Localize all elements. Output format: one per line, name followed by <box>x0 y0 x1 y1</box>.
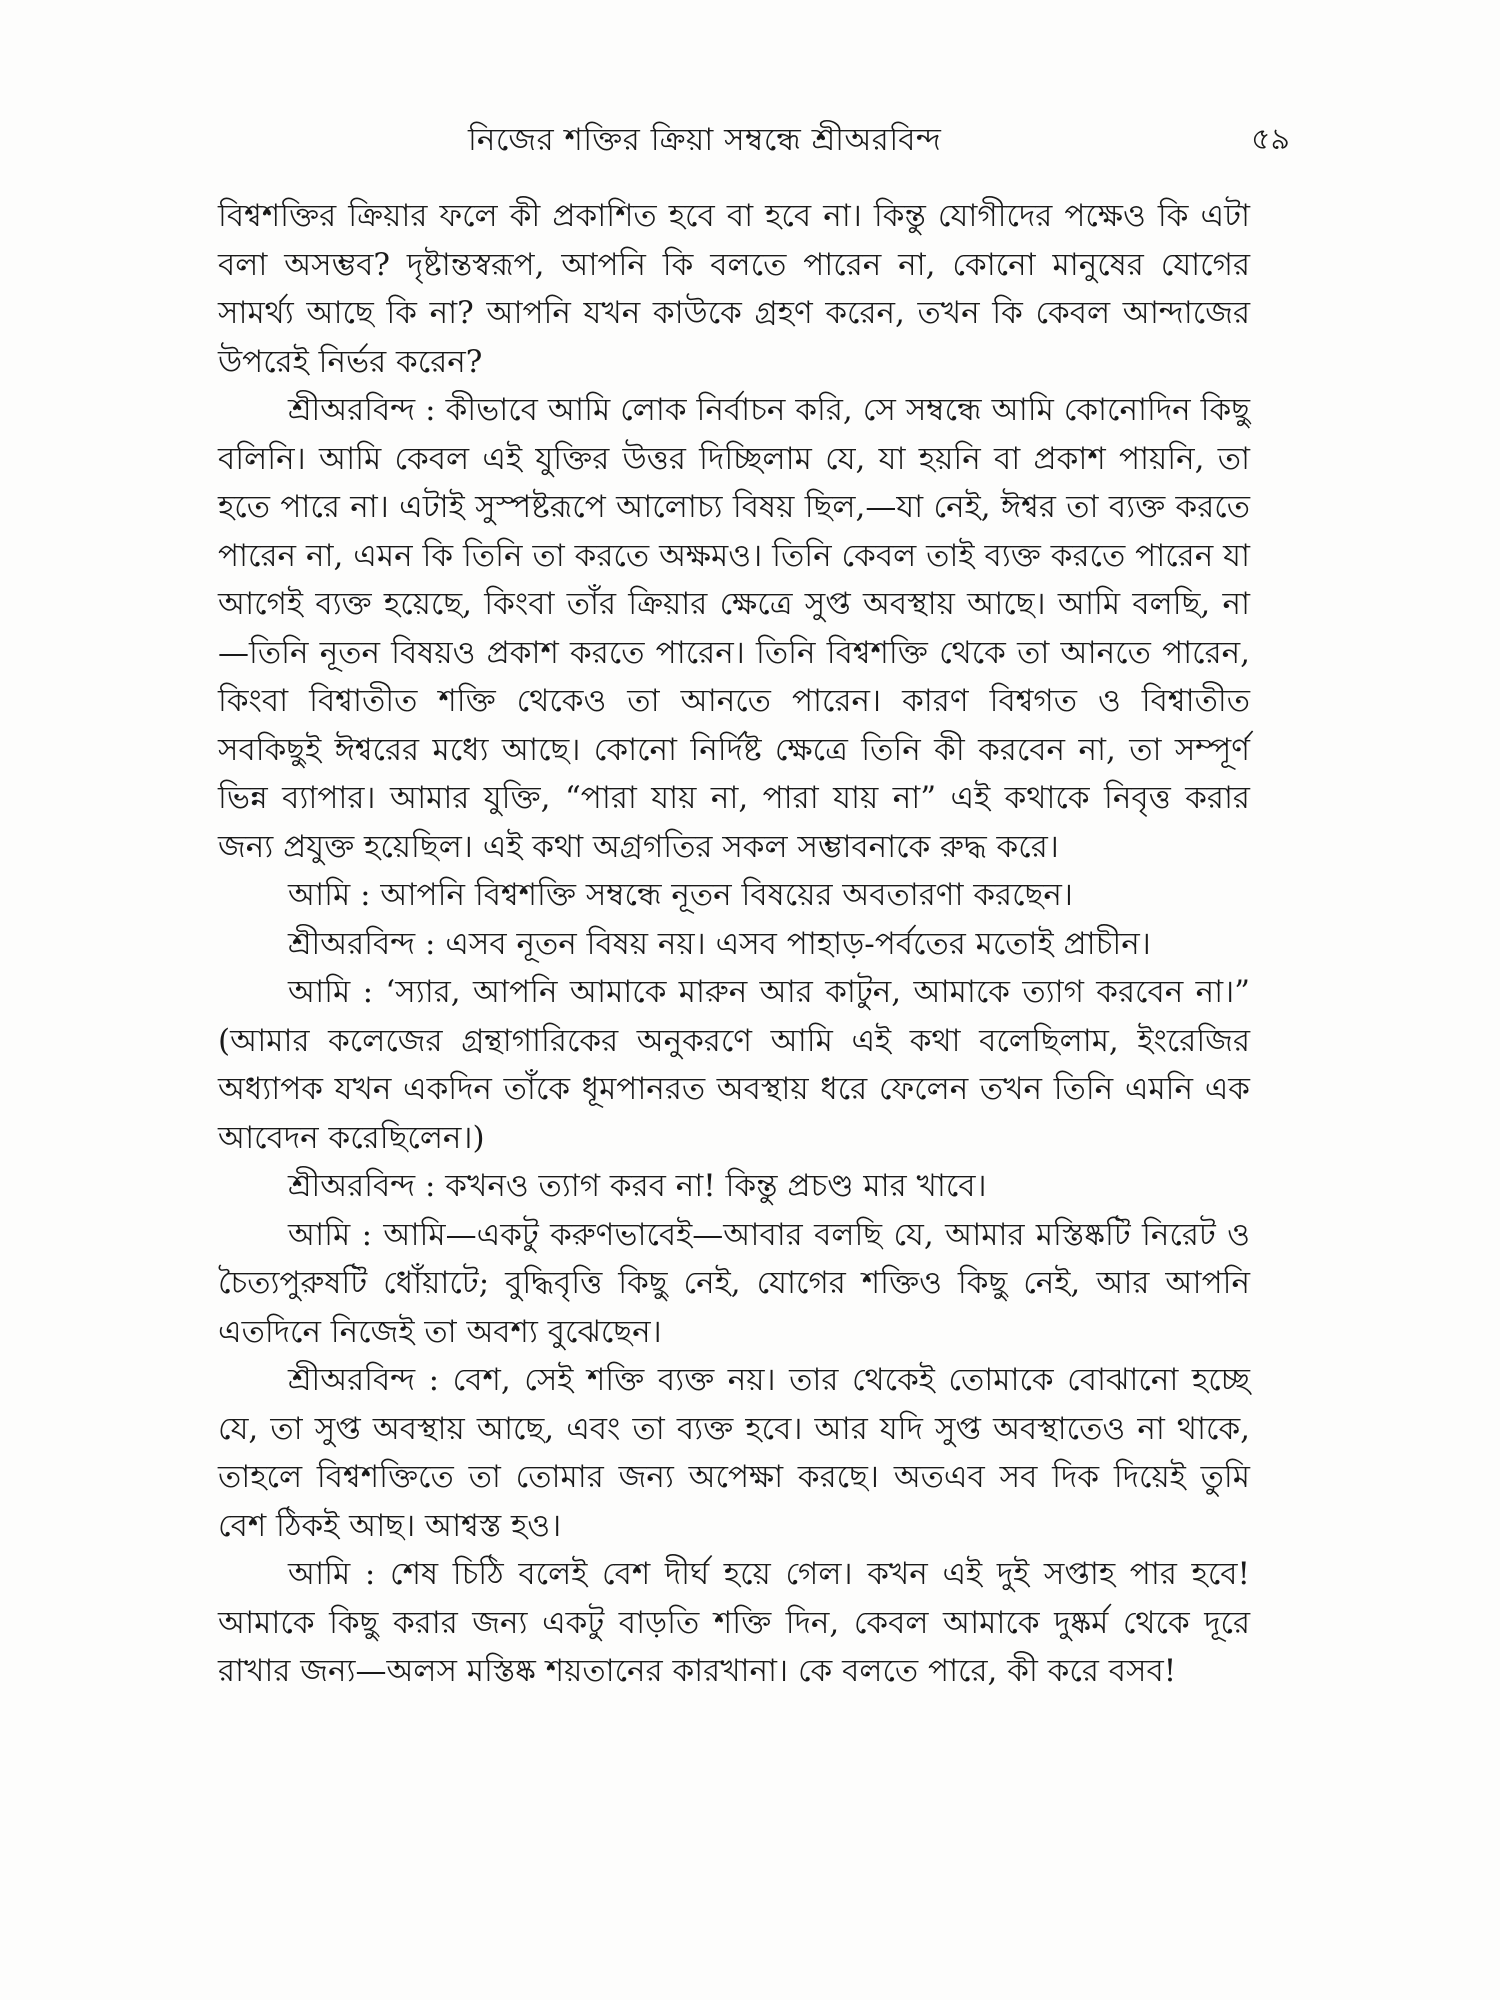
paragraph-sri-aurobindo-reply: শ্রীঅরবিন্দ : এসব নূতন বিষয় নয়। এসব পাহাড়-পর্বতের মতোই প্রাচীন। <box>288 925 1151 962</box>
paragraph-ami: আমি : ‘স্যার, আপনি আমাকে মারুন আর কাটুন, আমাকে ত্যাগ করবেন না।” (আমার কলেজের গ্রন্থাগারিকের অনুকরণে আমি এই কথা বলেছিলাম, ইংরেজির অধ্যাপক যখন একদিন তাঁকে ধূমপানরত অবস্থায় ধরে ফেলেন তখন তিনি এমনি এক আবেদন করেছিলেন।) <box>218 974 1250 1156</box>
paragraph-ami: আমি : আপনি বিশ্বশক্তি সম্বন্ধে নূতন বিষয়ের অবতারণা করছেন। <box>288 877 1073 913</box>
paragraph-sri-aurobindo-reply: শ্রীঅরবিন্দ : বেশ, সেই শক্তি ব্যক্ত নয়। তার থেকেই তোমাকে বোঝানো হচ্ছে যে, তা সুপ্ত অবস্থায় আছে, এবং তা ব্যক্ত হবে। আর যদি সুপ্ত অবস্থাতেও না থাকে, তাহলে বিশ্বশক্তিতে তা তোমার জন্য অপেক্ষা করছে। অতএব সব দিক দিয়েই তুমি বেশ ঠিকই আছ। আশ্বস্ত হও। <box>218 1362 1250 1544</box>
paragraph-sri-aurobindo-reply: শ্রীঅরবিন্দ : কীভাবে আমি লোক নির্বাচন করি, সে সম্বন্ধে আমি কোনোদিন কিছু বলিনি। আমি কেবল এই যুক্তির উত্তর দিচ্ছিলাম যে, যা হয়নি বা প্রকাশ পায়নি, তা হতে পারে না। এটাই সুস্পষ্টরূপে আলোচ্য বিষয় ছিল,—যা নেই, ঈশ্বর তা ব্যক্ত করতে পারেন না, এমন কি তিনি তা করতে অক্ষমও। তিনি কেবল তাই ব্যক্ত করতে পারেন যা আগেই ব্যক্ত হয়েছে, কিংবা তাঁর ক্রিয়ার ক্ষেত্রে সুপ্ত অবস্থায় আছে। আমি বলছি, না—তিনি নূতন বিষয়ও প্রকাশ করতে পারেন। তিনি বিশ্বশক্তি থেকে তা আনতে পারেন, কিংবা বিশ্বাতীত শক্তি থেকেও তা আনতে পারেন। কারণ বিশ্বগত ও বিশ্বাতীত সবকিছুই ঈশ্বরের মধ্যে আছে। কোনো নির্দিষ্ট ক্ষেত্রে তিনি কী করবেন না, তা সম্পূর্ণ ভিন্ন ব্যাপার। আমার যুক্তি, “পারা যায় না, পারা যায় না” এই কথাকে নিবৃত্ত করার জন্য প্রযুক্ত হয়েছিল। এই কথা অগ্রগতির সকল সম্ভাবনাকে রুদ্ধ করে। <box>218 392 1250 865</box>
running-header <box>220 118 1290 162</box>
page-number: ৫৯ <box>1251 122 1290 157</box>
paragraph-continued: বিশ্বশক্তির ক্রিয়ার ফলে কী প্রকাশিত হবে বা হবে না। কিন্তু যোগীদের পক্ষেও কি এটা বলা অসম্ভব? দৃষ্টান্তস্বরূপ, আপনি কি বলতে পারেন না, কোনো মানুষের যোগের সামর্থ্য আছে কি না? আপনি যখন কাউকে গ্রহণ করেন, তখন কি কেবল আন্দাজের উপরেই নির্ভর করেন? <box>218 198 1250 380</box>
running-title: নিজের শক্তির ক্রিয়া সম্বন্ধে শ্রীঅরবিন্দ <box>468 122 942 158</box>
paragraph-ami: আমি : শেষ চিঠি বলেই বেশ দীর্ঘ হয়ে গেল। কখন এই দুই সপ্তাহ পার হবে! আমাকে কিছু করার জন্য একটু বাড়তি শক্তি দিন, কেবল আমাকে দুষ্কর্ম থেকে দূরে রাখার জন্য—অলস মস্তিষ্ক শয়তানের কারখানা। কে বলতে পারে, কী করে বসব! <box>218 1556 1250 1689</box>
body-text <box>218 192 1250 1696</box>
paragraph-sri-aurobindo-reply: শ্রীঅরবিন্দ : কখনও ত্যাগ করব না! কিন্তু প্রচণ্ড মার খাবে। <box>288 1168 987 1204</box>
paragraph-ami: আমি : আমি—একটু করুণভাবেই—আবার বলছি যে, আমার মস্তিষ্কটি নিরেট ও চৈত্যপুরুষটি ধোঁয়াটে; বুদ্ধিবৃত্তি কিছু নেই, যোগের শক্তিও কিছু নেই, আর আপনি এতদিনে নিজেই তা অবশ্য বুঝেছেন। <box>218 1216 1250 1350</box>
